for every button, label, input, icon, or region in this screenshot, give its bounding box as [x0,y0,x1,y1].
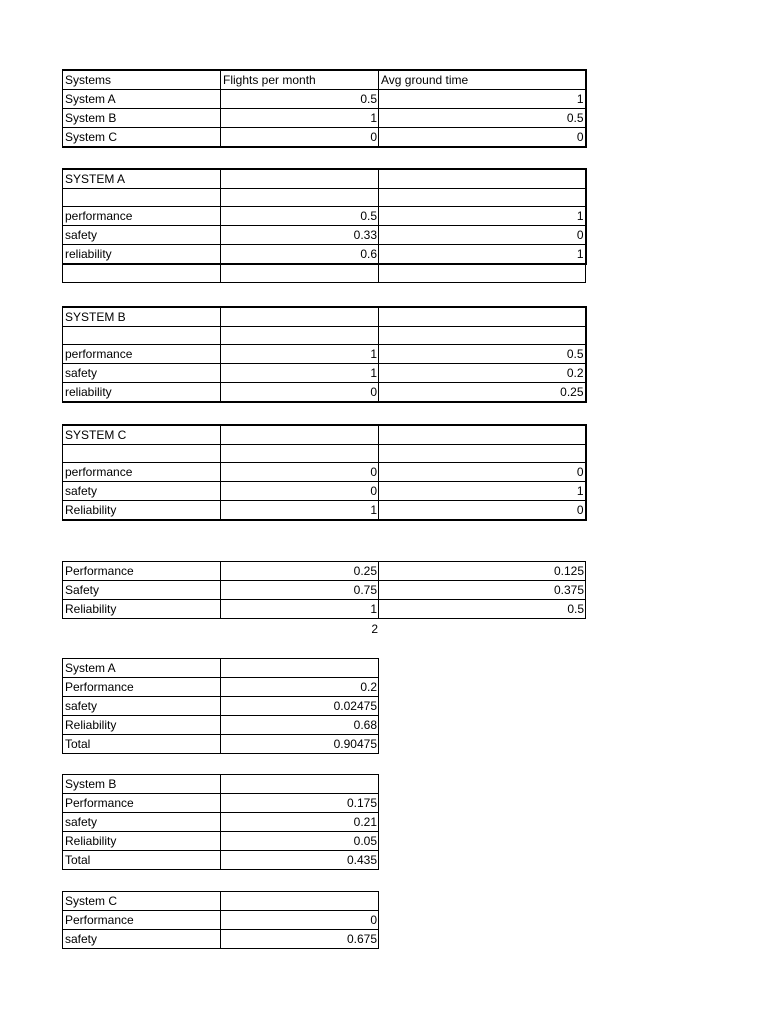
table-row [63,562,586,581]
value-cell[interactable]: 0 [221,482,379,501]
row-label-cell[interactable]: Reliability [63,716,221,735]
table-title-cell[interactable]: System B [63,775,221,794]
empty-cell[interactable] [63,445,221,463]
row-label-cell[interactable]: safety [63,813,221,832]
value-cell[interactable]: 1 [221,364,379,383]
header-cell[interactable]: Avg ground time [379,70,586,90]
table-title-cell[interactable]: System C [63,892,221,911]
empty-cell[interactable] [379,425,586,445]
value-cell[interactable]: 1 [221,501,379,521]
table-title-row [63,775,379,794]
table-row [63,189,586,207]
table-row [63,794,379,813]
value-cell[interactable]: 0.675 [221,930,379,949]
empty-cell[interactable] [379,189,586,207]
row-label-cell[interactable]: performance [63,207,221,226]
table-row [63,264,586,282]
value-cell[interactable]: 0.5 [379,109,586,128]
table-title-cell[interactable]: SYSTEM C [63,425,221,445]
row-label-cell[interactable]: Reliability [63,832,221,851]
value-cell[interactable]: 0.125 [379,562,586,581]
table-row [63,735,379,754]
empty-cell[interactable] [221,189,379,207]
row-label-cell[interactable]: System B [63,109,221,128]
table-title-cell[interactable]: SYSTEM A [63,169,221,189]
value-cell[interactable]: 0.6 [221,245,379,265]
table-row [63,851,379,870]
table-row [63,90,586,109]
value-cell[interactable]: 0.33 [221,226,379,245]
value-cell[interactable]: 0 [379,501,586,521]
table-row [63,482,586,501]
value-cell[interactable]: 0.5 [379,600,586,619]
value-cell[interactable]: 0.5 [221,207,379,226]
value-cell[interactable]: 0 [379,226,586,245]
empty-cell[interactable] [221,307,379,327]
value-cell[interactable]: 0.05 [221,832,379,851]
row-label-cell[interactable]: Reliability [63,501,221,521]
value-cell[interactable]: 0 [379,463,586,482]
table-row [63,128,586,148]
table-row [63,364,586,383]
system-a-score-table [62,658,379,754]
system-c-table [62,424,587,521]
value-cell[interactable]: 0 [221,911,379,930]
value-cell[interactable]: 0.25 [221,562,379,581]
table-row [63,581,586,600]
row-label-cell[interactable]: safety [63,930,221,949]
row-label-cell[interactable]: Performance [63,911,221,930]
value-cell[interactable]: 0.25 [379,383,586,403]
empty-cell[interactable] [221,445,379,463]
value-cell[interactable]: 0 [379,128,586,148]
row-label-cell[interactable]: safety [63,364,221,383]
table-title-row [63,307,586,327]
table-row [63,327,586,345]
value-cell[interactable]: 0.68 [221,716,379,735]
value-cell[interactable]: 0.175 [221,794,379,813]
table-row [63,716,379,735]
table-row [63,345,586,364]
value-cell[interactable]: 0.75 [221,581,379,600]
empty-cell[interactable] [221,892,379,911]
row-label-cell[interactable]: System C [63,128,221,148]
total-value-cell[interactable]: 0.435 [221,851,379,870]
table-row [63,697,379,716]
system-b-table [62,306,587,403]
table-row [63,678,379,697]
table-title-cell[interactable]: SYSTEM B [63,307,221,327]
empty-cell[interactable] [221,775,379,794]
empty-cell[interactable] [63,264,221,282]
empty-cell[interactable] [221,264,379,282]
row-label-cell[interactable]: Performance [63,562,221,581]
table-row [63,501,586,521]
value-cell[interactable]: 1 [221,109,379,128]
row-label-cell[interactable]: Performance [63,794,221,813]
row-label-cell[interactable]: Total [63,851,221,870]
value-cell[interactable]: 1 [379,482,586,501]
table-title-cell[interactable]: System A [63,659,221,678]
row-label-cell[interactable]: reliability [63,383,221,403]
systems-table [62,69,587,148]
row-label-cell[interactable]: Reliability [63,600,221,619]
table-row [63,600,586,619]
value-cell[interactable]: 1 [379,207,586,226]
table-header-row [63,70,586,90]
value-cell[interactable]: 0.375 [379,581,586,600]
empty-cell[interactable] [379,445,586,463]
row-label-cell[interactable]: performance [63,463,221,482]
empty-cell[interactable] [379,169,586,189]
system-a-table [62,168,587,283]
row-label-cell[interactable]: safety [63,697,221,716]
table-title-row [63,659,379,678]
value-cell[interactable]: 1 [379,245,586,265]
value-cell[interactable]: 1 [221,600,379,619]
weights-sum-cell[interactable]: 2 [371,622,378,636]
empty-cell[interactable] [379,327,586,345]
value-cell[interactable]: 0.5 [221,90,379,109]
table-row [63,813,379,832]
table-row [63,445,586,463]
row-label-cell[interactable]: System A [63,90,221,109]
table-title-row [63,425,586,445]
row-label-cell[interactable]: Performance [63,678,221,697]
system-c-score-table [62,891,379,949]
value-cell[interactable]: 0 [221,128,379,148]
value-cell[interactable]: 0.21 [221,813,379,832]
table-row [63,109,586,128]
value-cell[interactable]: 0.02475 [221,697,379,716]
row-label-cell[interactable]: reliability [63,245,221,265]
value-cell[interactable]: 0.2 [221,678,379,697]
value-cell[interactable]: 1 [379,90,586,109]
row-label-cell[interactable]: performance [63,345,221,364]
value-cell[interactable]: 1 [221,345,379,364]
value-cell[interactable]: 0 [221,463,379,482]
row-label-cell[interactable]: safety [63,226,221,245]
table-title-row [63,892,379,911]
empty-cell[interactable] [221,169,379,189]
total-value-cell[interactable]: 0.90475 [221,735,379,754]
weights-table [62,561,586,619]
table-row [63,226,586,245]
empty-cell[interactable] [379,264,586,282]
value-cell[interactable]: 0 [221,383,379,403]
table-row [63,911,379,930]
empty-cell[interactable] [379,307,586,327]
row-label-cell[interactable]: safety [63,482,221,501]
header-cell[interactable]: Systems [63,70,221,90]
table-row [63,383,586,403]
value-cell[interactable]: 0.5 [379,345,586,364]
empty-cell[interactable] [63,189,221,207]
table-row [63,245,586,265]
table-row [63,930,379,949]
empty-cell[interactable] [63,327,221,345]
system-b-score-table [62,774,379,870]
empty-cell[interactable] [221,659,379,678]
table-row [63,463,586,482]
header-cell[interactable]: Flights per month [221,70,379,90]
row-label-cell[interactable]: Total [63,735,221,754]
table-row [63,832,379,851]
row-label-cell[interactable]: Safety [63,581,221,600]
value-cell[interactable]: 0.2 [379,364,586,383]
empty-cell[interactable] [221,425,379,445]
table-row [63,207,586,226]
table-title-row [63,169,586,189]
empty-cell[interactable] [221,327,379,345]
